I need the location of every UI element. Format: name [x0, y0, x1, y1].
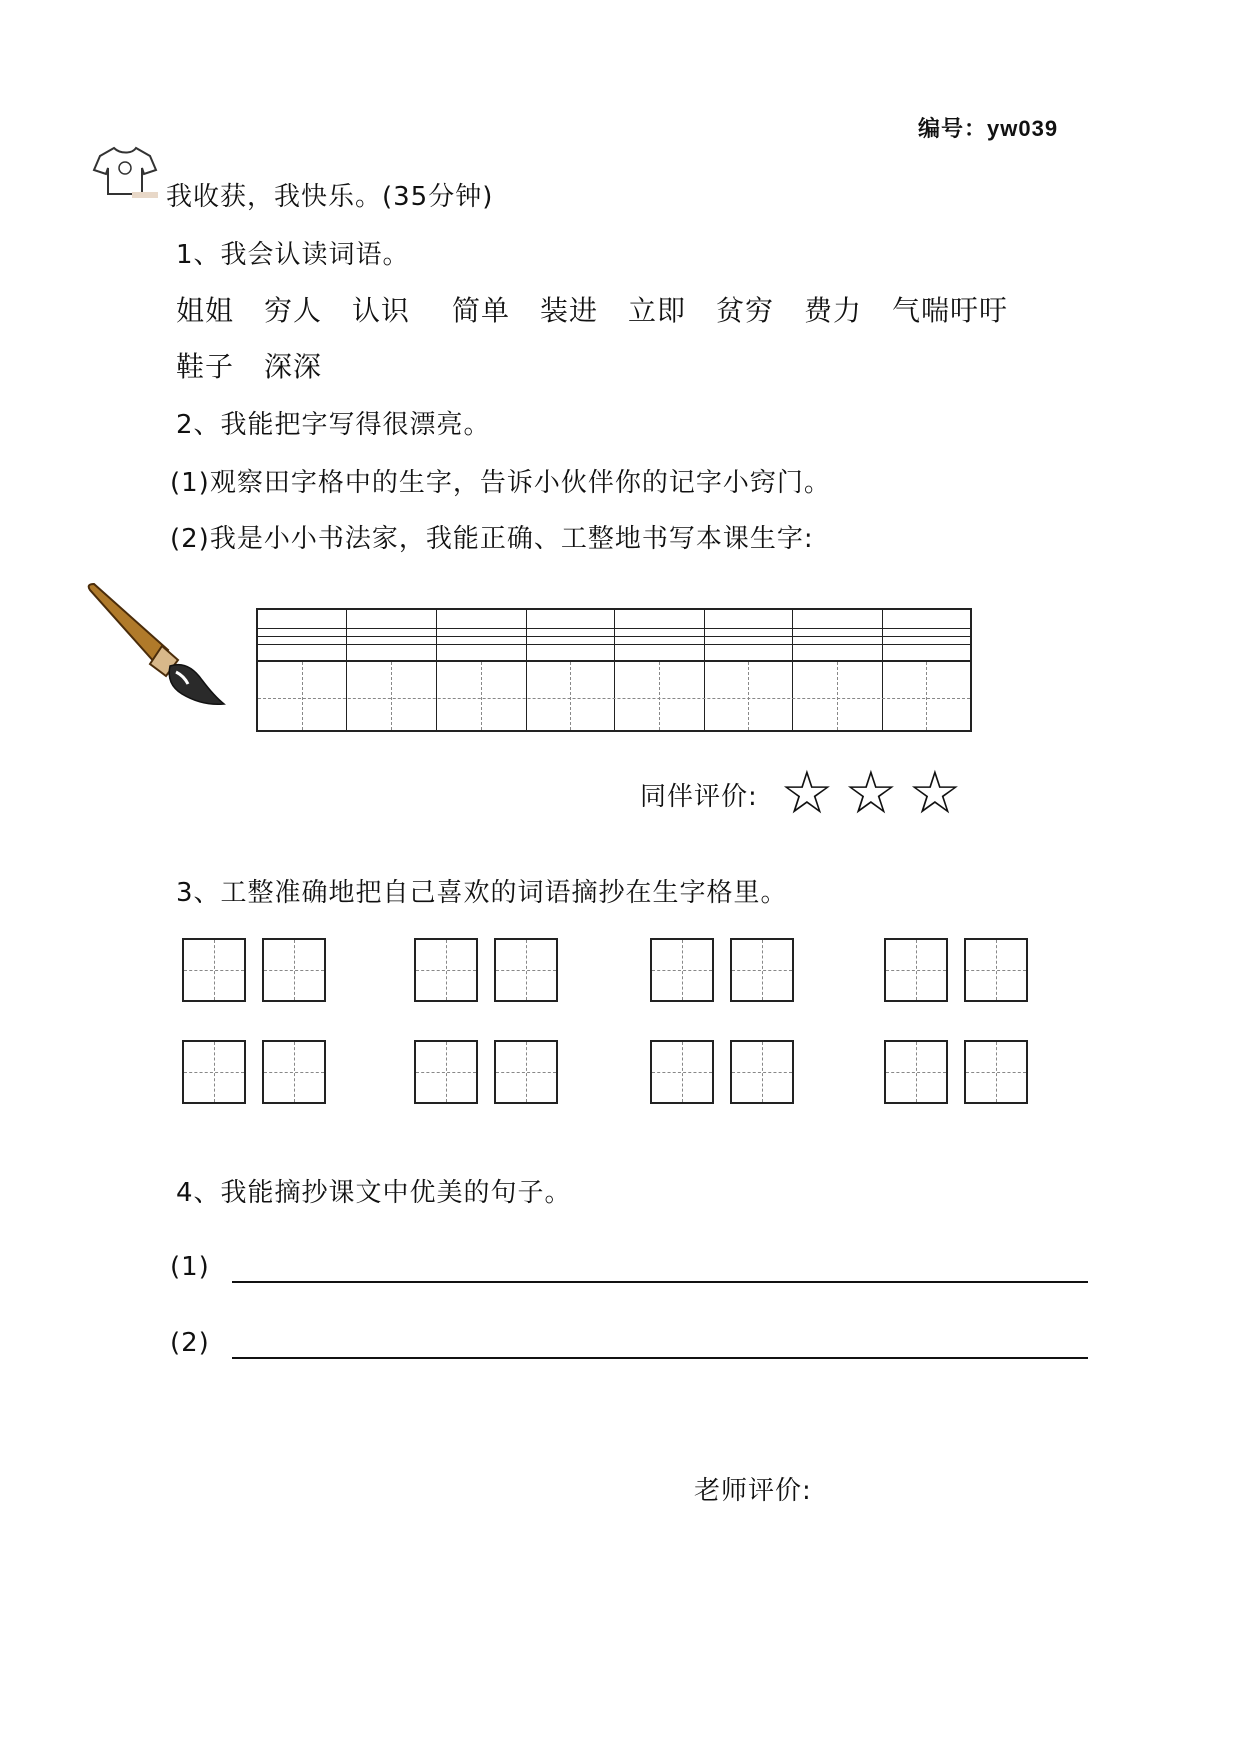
q2-sub1: (1)观察田字格中的生字，告诉小伙伴你的记字小窍门。: [170, 468, 831, 498]
tianzi-cell[interactable]: [964, 1040, 1028, 1104]
word-item: 鞋子: [176, 350, 235, 383]
word-item: 姐姐: [176, 294, 235, 327]
tianzi-cell[interactable]: [650, 1040, 714, 1104]
star-icon[interactable]: ☆: [780, 758, 834, 828]
tianzi-cell[interactable]: [262, 938, 326, 1002]
word-list-row1: [176, 294, 1056, 328]
tianzi-cell[interactable]: [494, 1040, 558, 1104]
word-item: 立即: [628, 294, 687, 327]
star-icon[interactable]: ☆: [908, 758, 962, 828]
q3-title: 3、工整准确地把自己喜欢的词语摘抄在生字格里。: [176, 878, 788, 908]
tianzi-cell[interactable]: [414, 1040, 478, 1104]
word-item: 贫穷: [716, 294, 775, 327]
q1-title: 1、我会认读词语。: [176, 240, 410, 270]
q2-title: 2、我能把字写得很漂亮。: [176, 410, 491, 440]
tianzi-cell[interactable]: [182, 938, 246, 1002]
word-item: 装进: [540, 294, 599, 327]
q4-title: 4、我能摘抄课文中优美的句子。: [176, 1178, 572, 1208]
sentence-line-2-label: (2): [170, 1328, 210, 1358]
tianzi-cell[interactable]: [650, 938, 714, 1002]
word-item: 费力: [804, 294, 863, 327]
star-icon[interactable]: ☆: [844, 758, 898, 828]
tianzi-cell[interactable]: [884, 938, 948, 1002]
word-item: 认识: [352, 294, 411, 327]
word-list-row2: [176, 350, 476, 384]
word-item: 穷人: [264, 294, 323, 327]
q2-sub2: (2)我是小小书法家，我能正确、工整地书写本课生字:: [170, 524, 814, 554]
tianzi-cell[interactable]: [964, 938, 1028, 1002]
brush-icon: [84, 580, 234, 710]
tianzi-cell[interactable]: [884, 1040, 948, 1104]
sentence-line-2[interactable]: [232, 1357, 1088, 1359]
tianzi-cell[interactable]: [414, 938, 478, 1002]
tianzi-cell[interactable]: [494, 938, 558, 1002]
tianzi-cell[interactable]: [730, 938, 794, 1002]
word-item: 简单: [452, 294, 511, 327]
tshirt-icon: [92, 144, 160, 200]
tianzi-cell[interactable]: [730, 1040, 794, 1104]
teacher-evaluation-label: 老师评价:: [694, 1476, 812, 1506]
sentence-line-1[interactable]: [232, 1281, 1088, 1283]
writing-grid[interactable]: [256, 608, 972, 732]
word-item: 深深: [264, 350, 323, 383]
tianzi-cell[interactable]: [182, 1040, 246, 1104]
sentence-line-1-label: (1): [170, 1252, 210, 1282]
word-item: 气喘吁吁: [892, 294, 1009, 327]
tianzi-cell[interactable]: [262, 1040, 326, 1104]
peer-evaluation-label: 同伴评价:: [640, 782, 758, 812]
document-code: 编号：yw039: [918, 116, 1059, 141]
section-title: 我收获，我快乐。(35分钟): [166, 182, 494, 212]
rating-stars[interactable]: [780, 758, 980, 828]
